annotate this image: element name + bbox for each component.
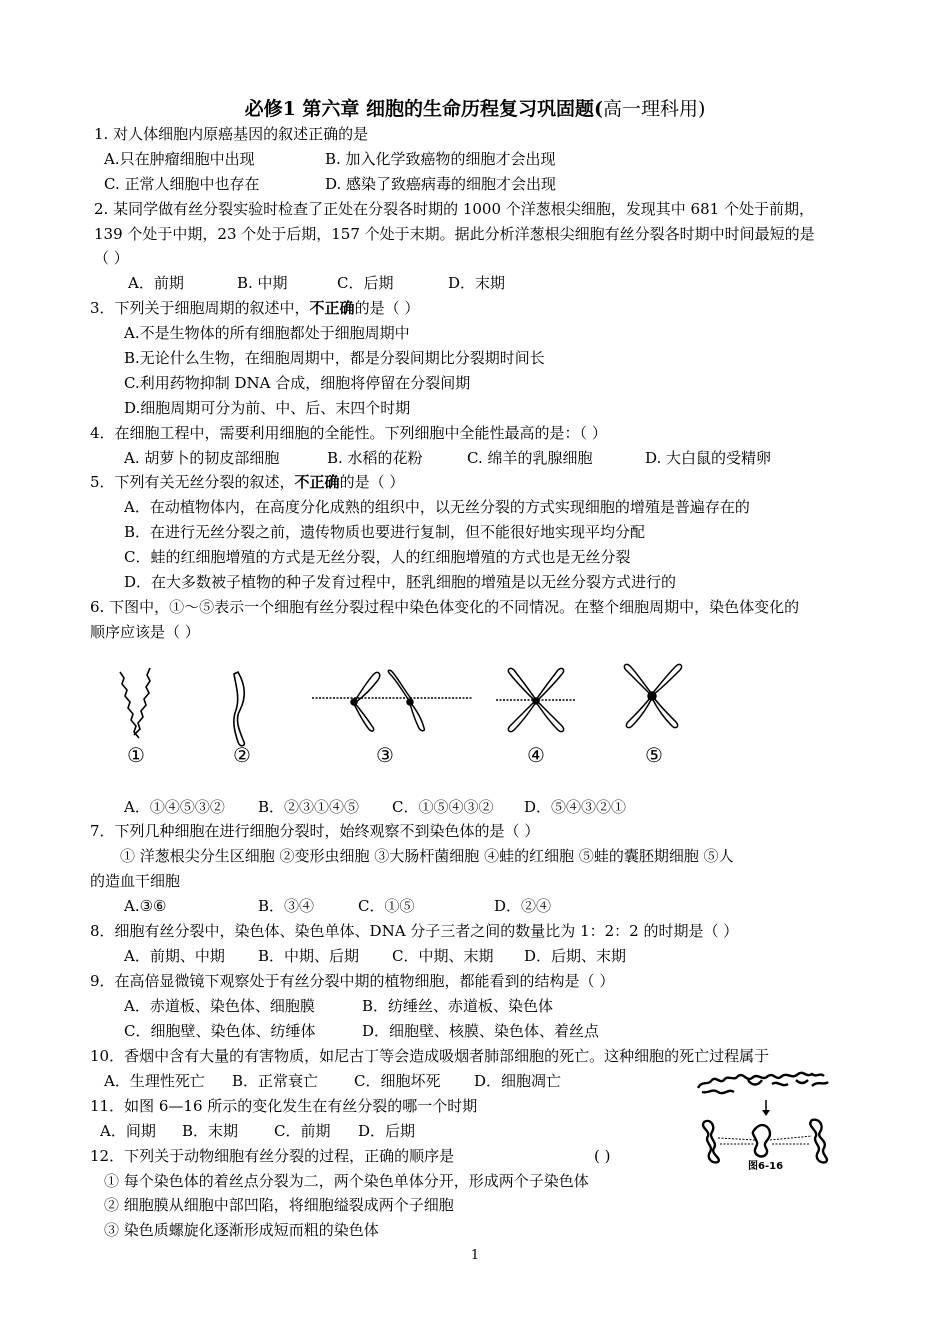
q5-option-c: C．蛙的红细胞增殖的方式是无丝分裂，人的红细胞增殖的方式也是无丝分裂 <box>124 548 631 566</box>
q10-option-b: B．正常衰亡 <box>232 1072 319 1090</box>
q7-option-c: C．①⑤ <box>358 897 415 915</box>
q2-line3: （ ） <box>94 249 129 267</box>
q10-option-d: D．细胞凋亡 <box>474 1072 562 1090</box>
q10-option-c: C．细胞坏死 <box>354 1072 441 1090</box>
q6-line2: 顺序应该是（ ） <box>90 623 200 641</box>
q10-option-a: A．生理性死亡 <box>104 1072 205 1090</box>
q6-option-a: A．①④⑤③② <box>124 798 225 816</box>
q6-option-c: C．①⑤④③② <box>392 798 494 816</box>
q5-stem: 5．下列有关无丝分裂的叙述，不正确的是（ ） <box>90 473 405 491</box>
q11-stem: 11．如图 6—16 所示的变化发生在有丝分裂的哪一个时期 <box>90 1097 478 1115</box>
q8-option-b: B．中期、后期 <box>258 947 360 965</box>
q9-option-a: A．赤道板、染色体、细胞膜 <box>124 997 315 1015</box>
q1-option-b: B. 加入化学致癌物的细胞才会出现 <box>325 150 556 168</box>
q4-option-c: C. 绵羊的乳腺细胞 <box>467 449 593 467</box>
q12-answer-paren: ( ) <box>594 1147 611 1165</box>
q1-option-c: C. 正常人细胞中也存在 <box>104 175 260 193</box>
q7-option-d: D．②④ <box>494 897 552 915</box>
q8-option-a: A．前期、中期 <box>124 947 225 965</box>
q7-line3: 的造血干细胞 <box>90 872 181 890</box>
q2-option-a: A．前期 <box>128 274 184 292</box>
q12-step-1: ① 每个染色体的着丝点分裂为二，两个染色单体分开，形成两个子染色体 <box>104 1172 589 1190</box>
q12-stem: 12．下列关于动物细胞有丝分裂的过程，正确的顺序是 <box>90 1147 455 1165</box>
q4-stem: 4．在细胞工程中，需要利用细胞的全能性。下列细胞中全能性最高的是：（ ） <box>90 424 607 442</box>
q10-stem: 10．香烟中含有大量的有害物质，如尼古丁等会造成吸烟者肺部细胞的死亡。这种细胞的死亡过程属于 <box>90 1047 770 1065</box>
q11-option-a: A．间期 <box>100 1122 156 1140</box>
q1-option-d: D. 感染了致癌病毒的细胞才会出现 <box>325 175 557 193</box>
chromosome-figure <box>100 658 700 770</box>
q6-option-b: B．②③①④⑤ <box>258 798 360 816</box>
q3-option-c: C.利用药物抑制 DNA 合成，细胞将停留在分裂间期 <box>124 374 471 392</box>
q4-option-a: A. 胡萝卜的韧皮部细胞 <box>124 449 280 467</box>
q12-step-2: ② 细胞膜从细胞中部凹陷，将细胞缢裂成两个子细胞 <box>104 1196 454 1214</box>
arrow-head-icon <box>762 1110 770 1116</box>
q3-option-d: D.细胞周期可分为前、中、后、末四个时期 <box>124 399 411 417</box>
q2-option-d: D．末期 <box>448 274 506 292</box>
chromosome-1 <box>120 668 150 738</box>
q3-option-b: B.无论什么生物，在细胞周期中，都是分裂间期比分裂期时间长 <box>124 349 545 367</box>
page-number: 1 <box>470 1248 480 1263</box>
q5-option-a: A．在动植物体内，在高度分化成熟的组织中，以无丝分裂的方式实现细胞的增殖是普遍存在的 <box>124 498 750 516</box>
figure-6-16-label: 图6-16 <box>748 1161 784 1172</box>
q9-stem: 9．在高倍显微镜下观察处于有丝分裂中期的植物细胞，都能看到的结构是（ ） <box>90 972 615 990</box>
condensed-chromosomes <box>703 1120 827 1163</box>
q8-option-c: C．中期、末期 <box>392 947 494 965</box>
q2-line2: 139 个处于中期，23 个处于后期，157 个处于末期。据此分析洋葱根尖细胞有丝分裂各时期中时间最短的是 <box>94 225 815 243</box>
q8-stem: 8．细胞有丝分裂中，染色体、染色单体、DNA 分子三者之间的数量比为 1：2：2 的时期是（ ） <box>90 922 739 940</box>
q2-option-b: B. 中期 <box>237 274 288 292</box>
figure-label-4: ④ <box>527 743 545 767</box>
page-title: 必修1 第六章 细胞的生命历程复习巩固题(高一理科用) <box>244 98 706 120</box>
q2-line1: 2. 某同学做有丝分裂实验时检查了正处在分裂各时期的 1000 个洋葱根尖细胞，发现其中 681 个处于前期， <box>94 200 814 218</box>
figure-label-3: ③ <box>376 743 394 767</box>
q7-option-a: A.③⑥ <box>124 897 167 915</box>
q2-option-c: C．后期 <box>337 274 394 292</box>
chromosome-5 <box>624 664 681 727</box>
q1-option-a: A.只在肿瘤细胞中出现 <box>104 150 255 168</box>
q11-option-d: D．后期 <box>358 1122 416 1140</box>
q6-option-d: D．⑤④③②① <box>524 798 627 816</box>
q1-stem: 1. 对人体细胞内原癌基因的叙述正确的是 <box>94 125 369 143</box>
chromosome-3 <box>312 670 472 731</box>
q9-option-d: D．细胞壁、核膜、染色体、着丝点 <box>362 1022 600 1040</box>
chromatin-top <box>698 1073 828 1093</box>
chromosome-2 <box>234 672 245 746</box>
q9-option-c: C．细胞壁、染色体、纺缍体 <box>124 1022 316 1040</box>
q11-option-b: B．末期 <box>182 1122 239 1140</box>
q9-option-b: B．纺缍丝、赤道板、染色体 <box>362 997 554 1015</box>
chromosome-4 <box>496 668 576 731</box>
q11-option-c: C．前期 <box>274 1122 331 1140</box>
q3-stem: 3．下列关于细胞周期的叙述中，不正确的是（ ） <box>90 299 420 317</box>
figure-label-1: ① <box>127 743 145 767</box>
q8-option-d: D．后期、末期 <box>524 947 627 965</box>
q7-stem: 7．下列几种细胞在进行细胞分裂时，始终观察不到染色体的是（ ） <box>90 822 540 840</box>
figure-label-5: ⑤ <box>645 743 663 767</box>
q4-option-b: B. 水稻的花粉 <box>327 449 423 467</box>
q7-option-b: B．③④ <box>258 897 315 915</box>
q12-step-3: ③ 染色质螺旋化逐渐形成短而粗的染色体 <box>104 1221 379 1239</box>
q5-option-b: B．在进行无丝分裂之前，遗传物质也要进行复制，但不能很好地实现平均分配 <box>124 523 646 541</box>
q5-option-d: D．在大多数被子植物的种子发育过程中，胚乳细胞的增殖是以无丝分裂方式进行的 <box>124 573 677 591</box>
q7-line2: ① 洋葱根尖分生区细胞 ②变形虫细胞 ③大肠杆菌细胞 ④蛙的红细胞 ⑤蛙的囊胚期细胞 ⑤人 <box>120 847 734 865</box>
q6-line1: 6. 下图中，①～⑤表示一个细胞有丝分裂过程中染色体变化的不同情况。在整个细胞周期中，染色体变化的 <box>90 598 800 616</box>
q3-option-a: A.不是生物体的所有细胞都处于细胞周期中 <box>124 324 410 342</box>
q4-option-d: D. 大白鼠的受精卵 <box>645 449 772 467</box>
figure-6-16 <box>692 1070 840 1174</box>
figure-label-2: ② <box>233 743 251 767</box>
